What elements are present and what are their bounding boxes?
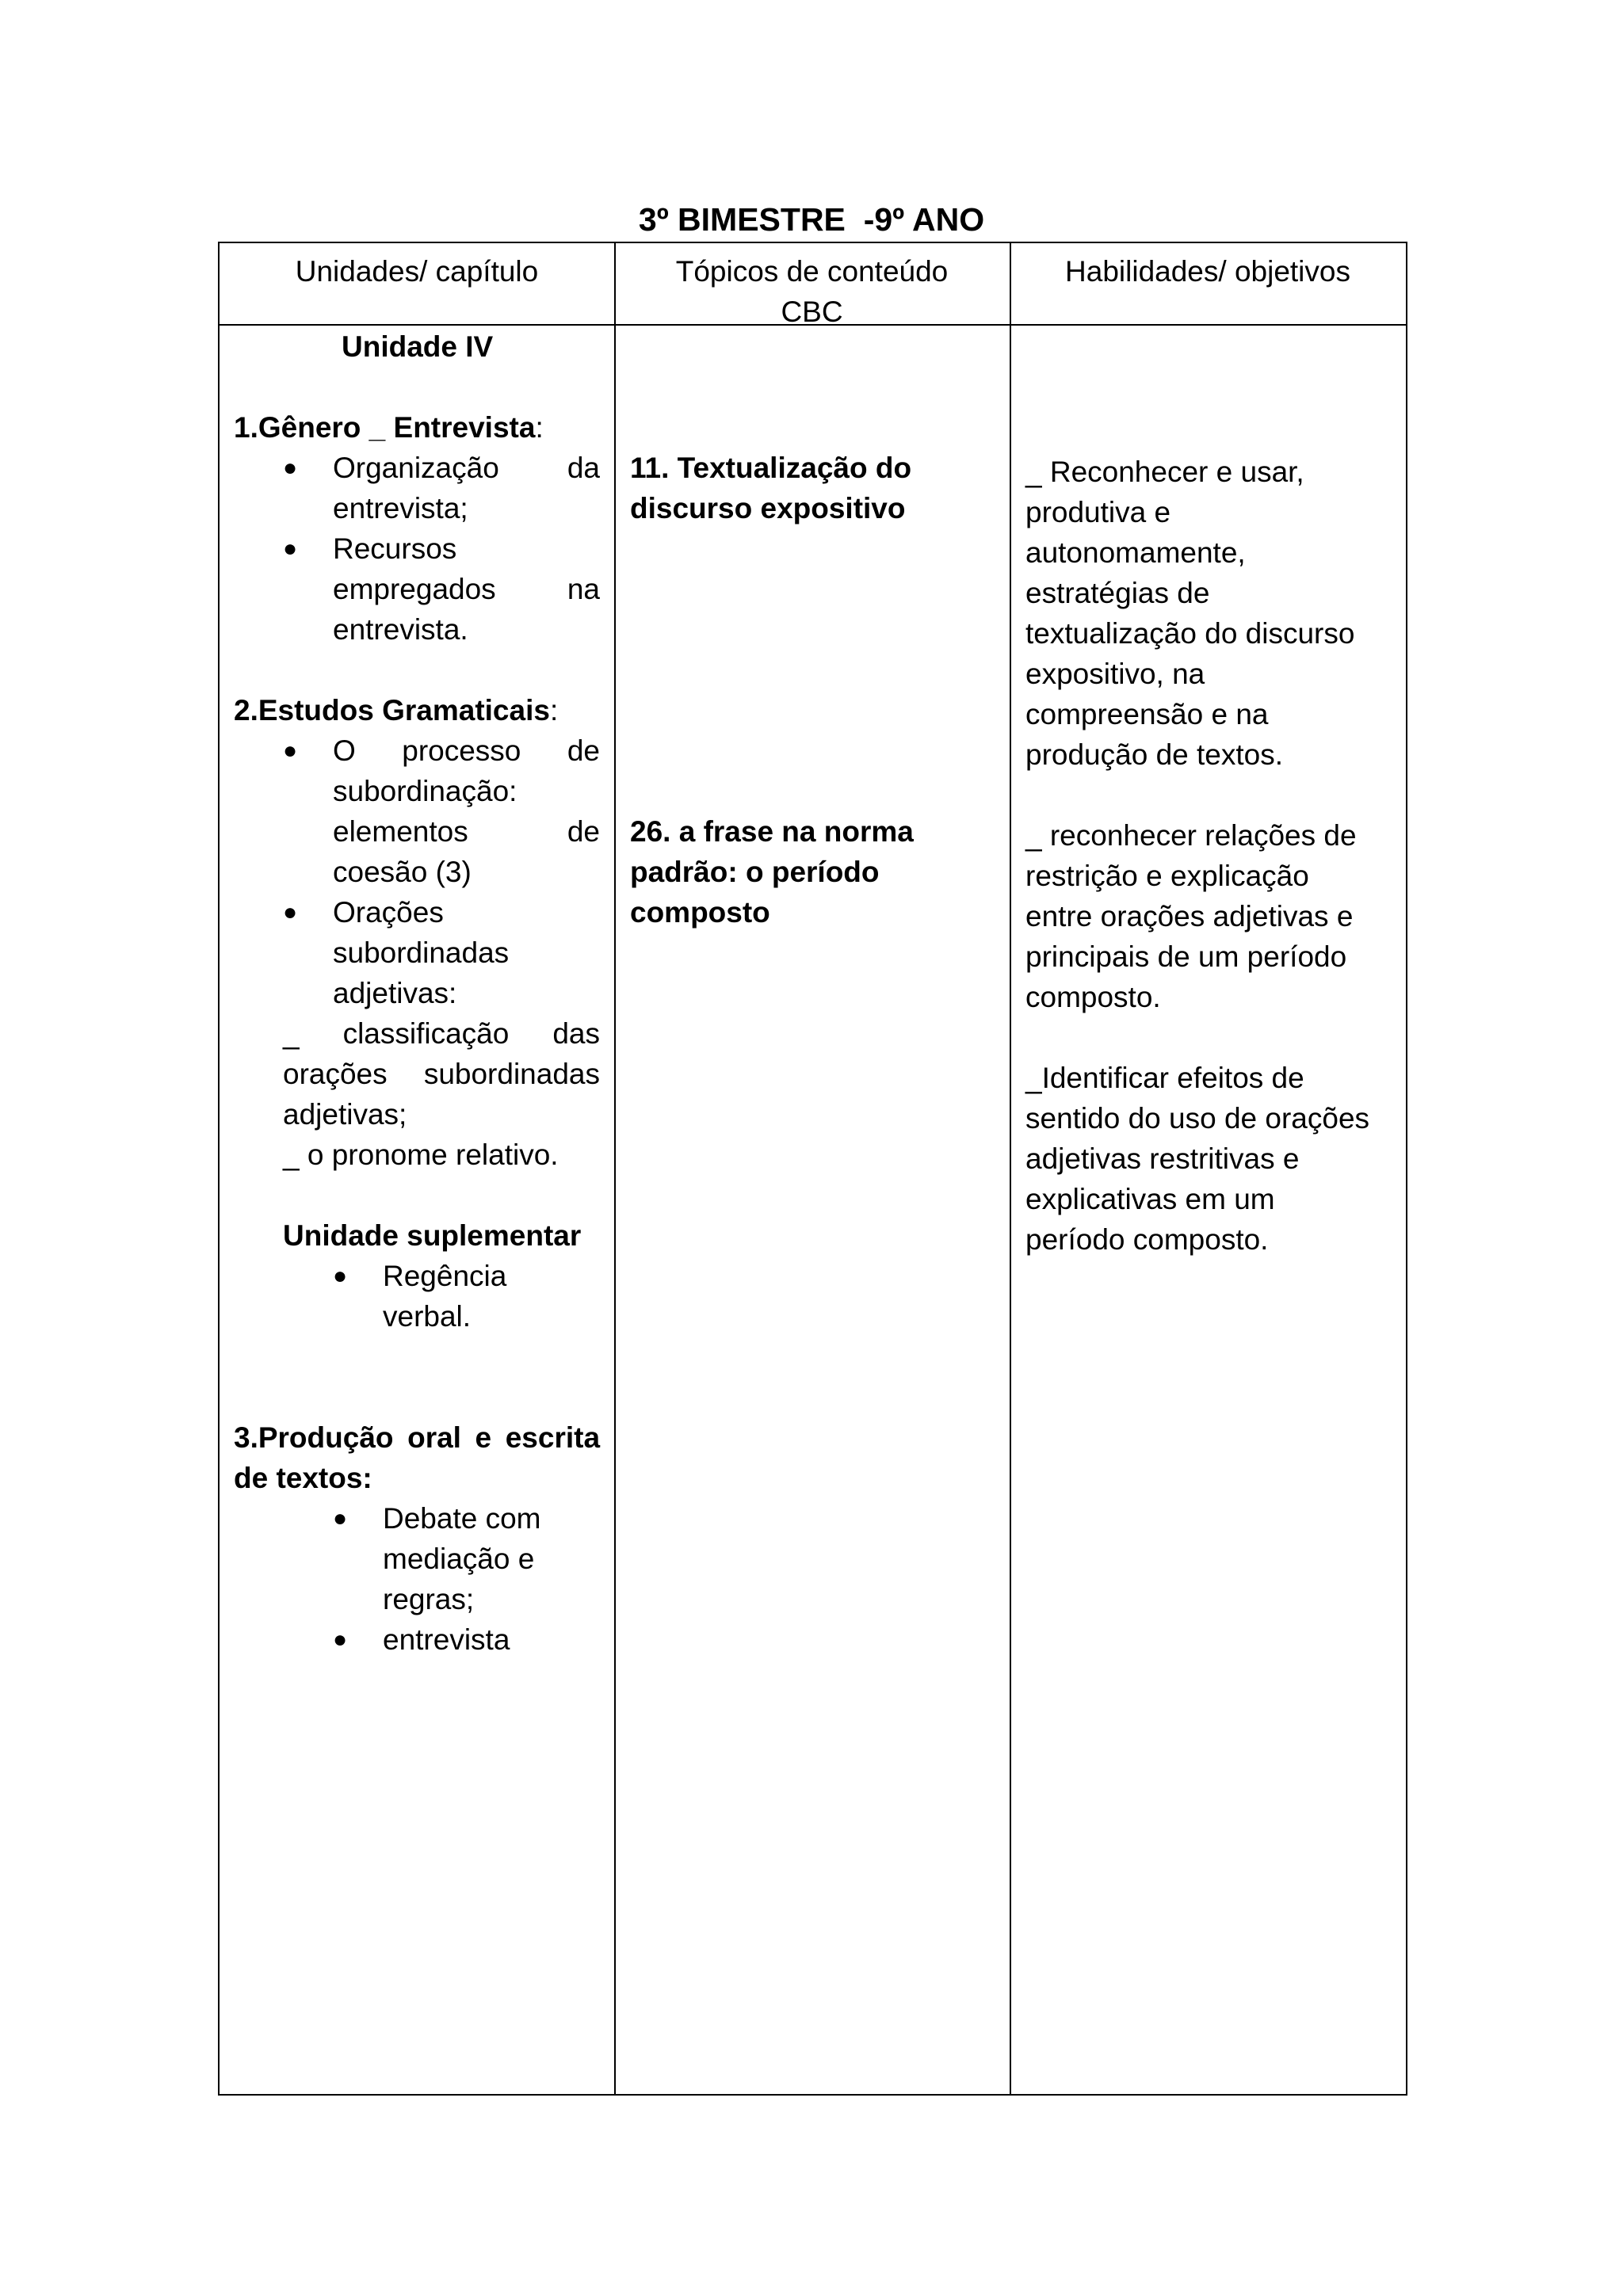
bullet-icon: ● [283, 738, 298, 764]
bullet-icon: ● [283, 455, 298, 481]
list-item: ● Orações subordinadas adjetivas: [234, 892, 600, 1013]
section-heading: 1.Gênero _ Entrevista: [234, 411, 544, 444]
content-table [218, 242, 1407, 2096]
skill-item: _ reconhecer relações de restrição e explicação entre orações adjetivas e principais de um período composto. [1025, 819, 1357, 1013]
section-heading: 3.Produção oral e escrita [234, 1421, 601, 1454]
topic-item: 11. Textualização do discurso expositivo [630, 452, 912, 524]
subordinate-notes: _ classificação das orações subordinadas adjetivas; _ o pronome relativo. [283, 1017, 600, 1171]
bullet-icon: ● [283, 536, 298, 562]
list-item: ● O processo de subordinação: elementos de coesão (3) [234, 730, 600, 892]
bullet-icon: ● [333, 1505, 348, 1531]
list-item: ● Debate com mediação e regras; [234, 1498, 600, 1619]
section-heading: 2.Estudos Gramaticais: [234, 694, 559, 727]
bullet-icon: ● [333, 1263, 348, 1289]
supplementary-heading: Unidade suplementar [283, 1219, 582, 1252]
column-divider [614, 243, 616, 2094]
header-topics: Tópicos de conteúdo CBC [675, 255, 949, 328]
header-units: Unidades/ capítulo [295, 255, 539, 288]
column-divider [1010, 243, 1011, 2094]
units-cell: Unidade IV 1.Gênero _ Entrevista: ● Organização da entrevista; ● Recursos empregados na entrevista. 2.Estudos Gramaticais: ● O processo de subordinação: elementos de coesão (3) ● Orações subordinadas adjetivas: _ classificação das orações subordinadas adjetivas; _ o pronome relativo. Unidade suplementar ● Regência verbal. 3.Produção oral e escrita de textos: ● Debate com mediação e regras; ● entrevista [234, 326, 600, 1660]
list-item: ● Organização da entrevista; [234, 448, 600, 528]
page-title: 3º BIMESTRE -9º ANO [638, 201, 985, 238]
unit-title: Unidade IV [342, 330, 494, 363]
list-item: ● Regência verbal. [234, 1256, 600, 1337]
topics-cell [630, 448, 995, 933]
list-item: ● Recursos empregados na entrevista. [234, 528, 600, 650]
skill-item: _ Reconhecer e usar, produtiva e autonomamente, estratégias de textualização do discurso expositivo, na compreensão e na produção de textos. [1025, 456, 1355, 771]
header-skills: Habilidades/ objetivos [1065, 255, 1350, 288]
bullet-icon: ● [283, 899, 298, 925]
skills-cell [1025, 452, 1398, 1260]
bullet-icon: ● [333, 1627, 348, 1653]
skill-item: _Identificar efeitos de sentido do uso de orações adjetivas restritivas e explicativas em um período composto. [1025, 1062, 1370, 1256]
topic-item: 26. a frase na norma padrão: o período composto [630, 815, 914, 929]
list-item: ● entrevista [234, 1619, 600, 1660]
